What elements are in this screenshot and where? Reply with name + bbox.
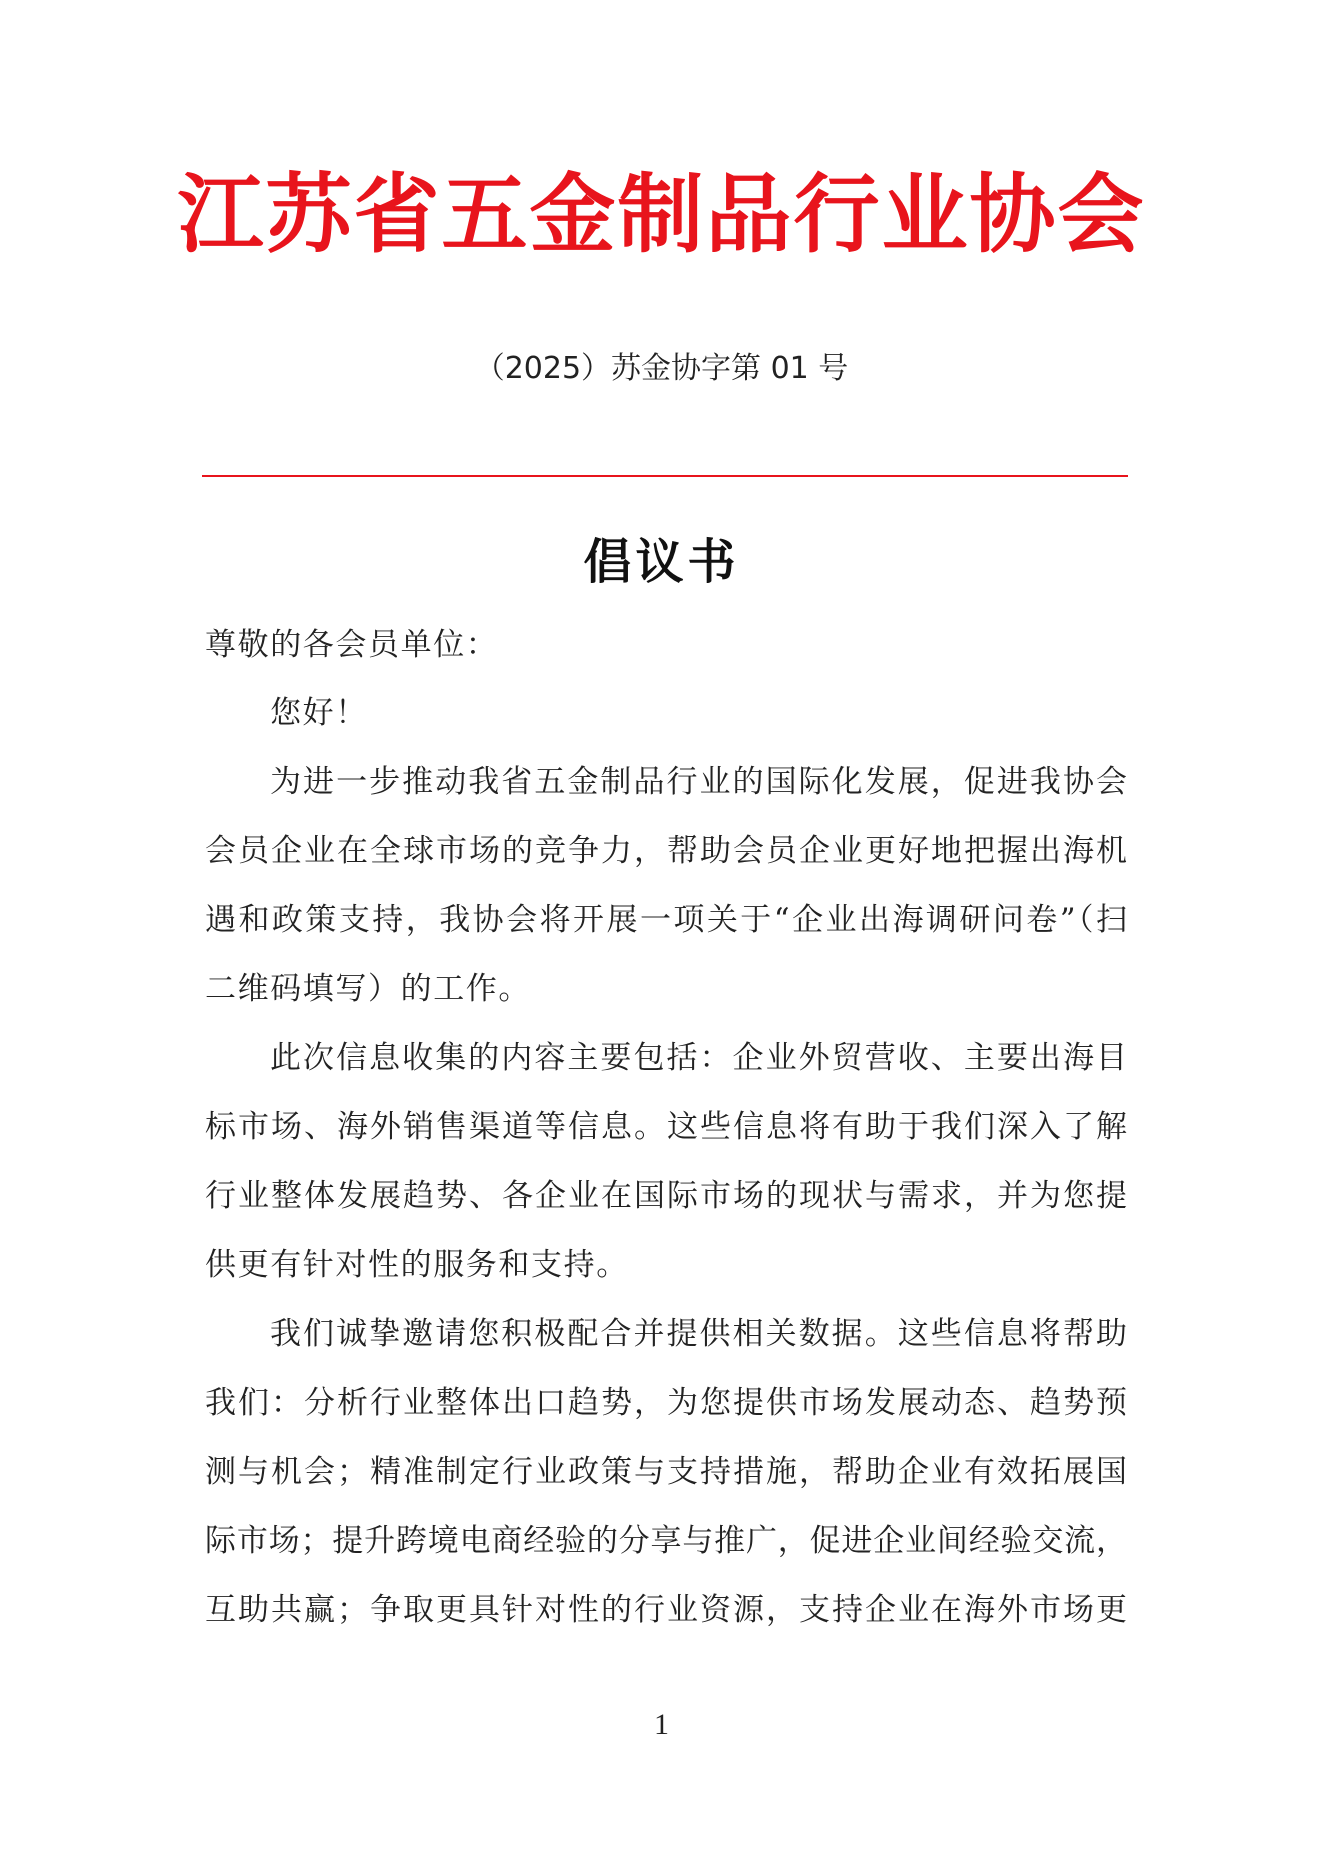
paragraph-1-line-1: 为进一步推动我省五金制品行业的国际化发展，促进我协会 <box>270 764 1127 800</box>
paragraph-3-line-1: 我们诚挚邀请您积极配合并提供相关数据。这些信息将帮助 <box>270 1316 1127 1352</box>
paragraph-1-line-2: 会员企业在全球市场的竞争力，帮助会员企业更好地把握出海机 <box>205 833 1127 869</box>
paragraph-2-line-4: 供更有针对性的服务和支持。 <box>205 1247 629 1283</box>
greeting: 您好！ <box>270 695 368 731</box>
document-number: （2025）苏金协字第 01 号 <box>474 351 849 386</box>
paragraph-3-line-5: 互助共赢；争取更具针对性的行业资源，支持企业在海外市场更 <box>205 1592 1127 1628</box>
paragraph-2-line-1: 此次信息收集的内容主要包括：企业外贸营收、主要出海目 <box>270 1040 1127 1076</box>
paragraph-3-line-3: 测与机会；精准制定行业政策与支持措施，帮助企业有效拓展国 <box>205 1454 1127 1490</box>
document-heading: 倡议书 <box>583 534 740 590</box>
paragraph-2-line-2: 标市场、海外销售渠道等信息。这些信息将有助于我们深入了解 <box>205 1109 1127 1145</box>
red-divider <box>202 475 1128 477</box>
salutation: 尊敬的各会员单位： <box>205 627 499 663</box>
paragraph-3-line-2: 我们：分析行业整体出口趋势，为您提供市场发展动态、趋势预 <box>205 1385 1127 1421</box>
paragraph-1-line-4: 二维码填写）的工作。 <box>205 971 531 1007</box>
organization-title: 江苏省五金制品行业协会 <box>177 164 1146 265</box>
page-number: 1 <box>654 1708 669 1741</box>
paragraph-2-line-3: 行业整体发展趋势、各企业在国际市场的现状与需求，并为您提 <box>205 1178 1127 1214</box>
paragraph-3-line-4: 际市场；提升跨境电商经验的分享与推广，促进企业间经验交流， <box>205 1523 1127 1559</box>
paragraph-1-line-3: 遇和政策支持，我协会将开展一项关于“企业出海调研问卷”（扫 <box>205 902 1127 938</box>
